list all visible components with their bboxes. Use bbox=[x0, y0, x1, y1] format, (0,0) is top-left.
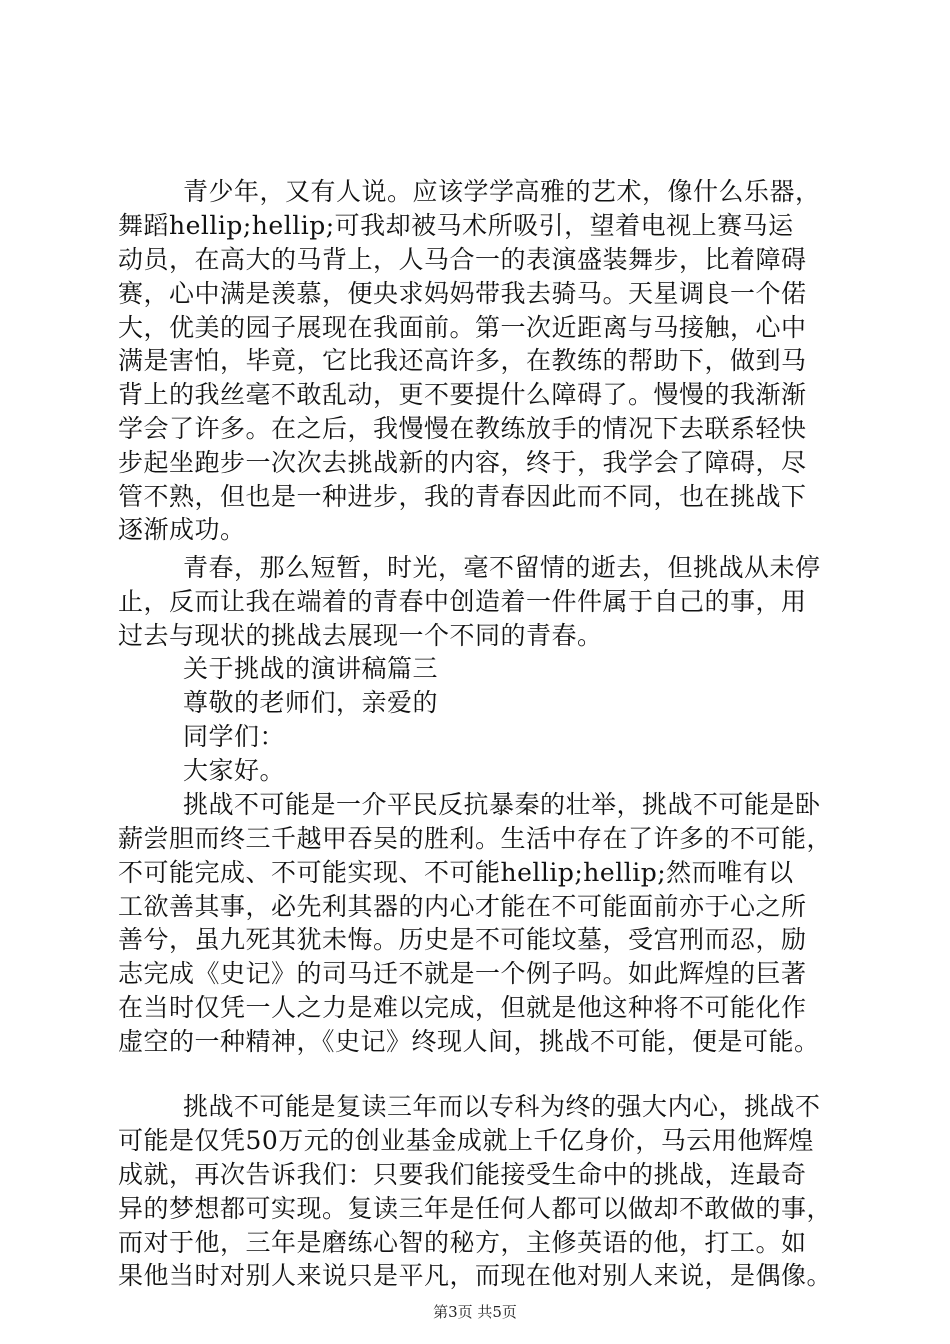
paragraph-line: 管不熟，但也是一种进步，我的青春因此而不同，也在挑战下 bbox=[118, 482, 807, 511]
paragraph-line: 薪尝胆而终三千越甲吞吴的胜利。生活中存在了许多的不可能， bbox=[118, 824, 833, 853]
paragraph-line: 果他当时对别人来说只是平凡，而现在他对别人来说，是偶像。 bbox=[118, 1261, 833, 1290]
paragraph-line: 止，反而让我在端着的青春中创造着一件件属于自己的事，用 bbox=[118, 587, 807, 616]
page-number-footer: 第3页 共5页 bbox=[433, 1303, 517, 1321]
paragraph-line: 步起坐跑步一次次去挑战新的内容，终于，我学会了障碍，尽 bbox=[118, 448, 807, 477]
paragraph-line: 动员，在高大的马背上，人马合一的表演盛装舞步，比着障碍 bbox=[118, 245, 807, 274]
paragraph-line: 异的梦想都可实现。复读三年是任何人都可以做却不敢做的事， bbox=[118, 1194, 833, 1223]
paragraph-line: 挑战不可能是复读三年而以专科为终的强大内心，挑战不 bbox=[183, 1092, 821, 1121]
paragraph-line: 可能是仅凭50万元的创业基金成就上千亿身价，马云用他辉煌 bbox=[118, 1126, 814, 1155]
greeting-line: 大家好。 bbox=[183, 756, 286, 785]
paragraph-line: 成就，再次告诉我们：只要我们能接受生命中的挑战，连最奇 bbox=[118, 1160, 807, 1189]
salutation-line: 尊敬的老师们，亲爱的 bbox=[183, 688, 439, 717]
paragraph-line: 舞蹈hellip;hellip;可我却被马术所吸引，望着电视上赛马运 bbox=[118, 211, 794, 240]
paragraph-line: 在当时仅凭一人之力是难以完成，但就是他这种将不可能化作 bbox=[118, 993, 807, 1022]
paragraph-line: 学会了许多。在之后，我慢慢在教练放手的情况下去联系轻快 bbox=[118, 414, 807, 443]
paragraph-line: 过去与现状的挑战去展现一个不同的青春。 bbox=[118, 621, 603, 650]
salutation-line: 同学们： bbox=[183, 722, 286, 751]
paragraph-line: 背上的我丝毫不敢乱动，更不要提什么障碍了。慢慢的我渐渐 bbox=[118, 380, 807, 409]
paragraph-line: 善兮，虽九死其犹未悔。历史是不可能坟墓，受宫刑而忍，励 bbox=[118, 925, 807, 954]
paragraph-line: 逐渐成功。 bbox=[118, 515, 246, 544]
paragraph-line: 不可能完成、不可能实现、不可能hellip;hellip;然而唯有以 bbox=[118, 858, 794, 887]
paragraph-line: 大，优美的园子展现在我面前。第一次近距离与马接触，心中 bbox=[118, 313, 807, 342]
paragraph-line: 工欲善其事，必先利其器的内心才能在不可能面前亦于心之所 bbox=[118, 892, 807, 921]
paragraph-line: 而对于他，三年是磨练心智的秘方，主修英语的他，打工。如 bbox=[118, 1228, 807, 1257]
paragraph-line: 挑战不可能是一介平民反抗暴秦的壮举，挑战不可能是卧 bbox=[183, 790, 821, 819]
paragraph-line: 志完成《史记》的司马迁不就是一个例子吗。如此辉煌的巨著 bbox=[118, 959, 807, 988]
paragraph-line: 青春，那么短暂，时光，毫不留情的逝去，但挑战从未停 bbox=[183, 553, 821, 582]
paragraph-line: 满是害怕，毕竟，它比我还高许多，在教练的帮助下，做到马 bbox=[118, 346, 807, 375]
section-heading: 关于挑战的演讲稿篇三 bbox=[183, 654, 439, 683]
paragraph-line: 青少年，又有人说。应该学学高雅的艺术，像什么乐器， bbox=[183, 177, 821, 206]
paragraph-line: 虚空的一种精神，《史记》终现人间，挑战不可能，便是可能。 bbox=[118, 1027, 820, 1056]
paragraph-line: 赛，心中满是羡慕，便央求妈妈带我去骑马。天星调良一个偌 bbox=[118, 279, 807, 308]
